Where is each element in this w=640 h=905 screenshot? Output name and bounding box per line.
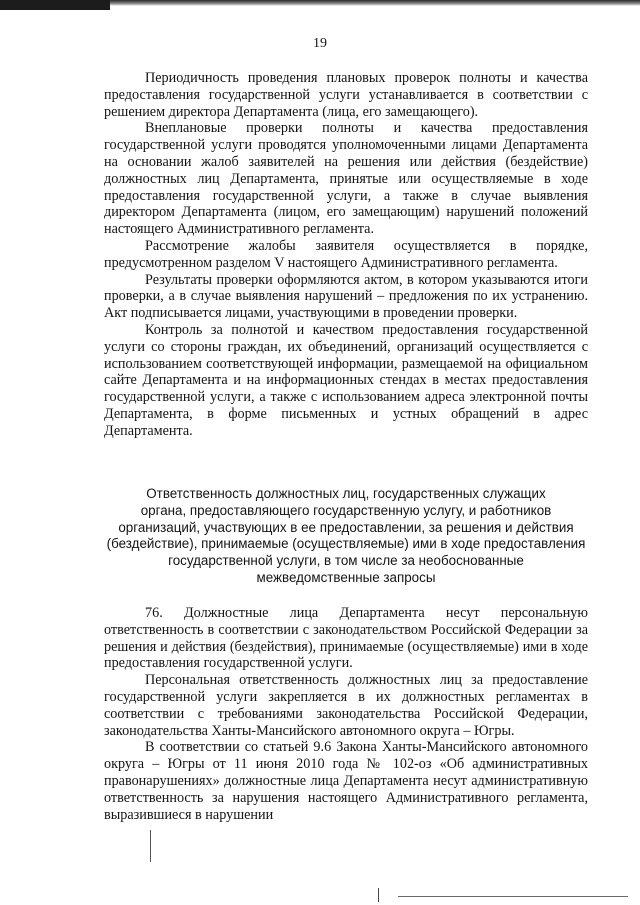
body-text-section-2 xyxy=(104,605,588,823)
scan-stray-mark xyxy=(150,830,151,862)
heading-line: государственной услуги, в том числе за необоснованные xyxy=(168,553,524,569)
scan-corner-artifact xyxy=(0,0,110,10)
scan-bottom-line xyxy=(398,896,628,897)
paragraph: Периодичность проведения плановых проверок полноты и качества предоставления государственной услуги устанавливается в соответствии с решением директора Департамента (лица, его замещающего). xyxy=(104,70,588,120)
heading-line: Ответственность должностных лиц, государственных служащих xyxy=(146,486,546,501)
heading-line: (бездействие), принимаемые (осуществляемые) ими в ходе предоставления xyxy=(106,536,586,552)
heading-line: организаций, участвующих в ее предоставлении, за решения и действия xyxy=(118,519,574,535)
paragraph: Рассмотрение жалобы заявителя осуществляется в порядке, предусмотренном разделом V настоящего Административного регламента. xyxy=(104,237,588,271)
paragraph: 76. Должностные лица Департамента несут персональную ответственность в соответствии с законодательством Российской Федерации за решения и действия (бездействия), принимаемые (осуществляемые) ими в ходе предоставления государственной услуги. xyxy=(104,605,588,672)
paragraph: Контроль за полнотой и качеством предоставления государственной услуги со стороны граждан, их объединений, организаций осуществляется с использованием соответствующей информации, размещаемой на официальном сайте Департамента и на информационных стендах в местах предоставления государственной услуги, а также с использованием адреса электронной почты Департамента, в форме письменных и устных обращений в адрес Департамента. xyxy=(104,321,588,439)
paragraph: В соответствии со статьей 9.6 Закона Ханты-Мансийского автономного округа – Югры от 11 июня 2010 года № 102-оз «Об административных правонарушениях» должностные лица Департамента несут административную ответственность за нарушения настоящего Административного регламента, выразившиеся в нарушении xyxy=(104,739,588,823)
body-text-section-1 xyxy=(104,70,588,440)
heading-line: межведомственные запросы xyxy=(256,569,436,585)
scan-bottom-mark xyxy=(378,888,379,902)
section-heading xyxy=(104,486,588,587)
paragraph: Внеплановые проверки полноты и качества предоставления государственной услуги проводятся уполномоченными лицами Департамента на основании жалоб заявителей на решения или действия (бездействие) должностных лиц Департамента, принятые или осуществляемые в ходе предоставления государственной услуги, а также в случае выявления директором Департамента (лицом, его замещающим) нарушений положений настоящего Административного регламента. xyxy=(104,120,588,238)
paragraph: Персональная ответственность должностных лиц за предоставление государственной услуги закрепляется в их должностных регламентах в соответствии с требованиями законодательства Российской Федерации, законодательства Ханты-Мансийского автономного округа – Югры. xyxy=(104,672,588,739)
paragraph: Результаты проверки оформляются актом, в котором указываются итоги проверки, а в случае выявления нарушений – предложения по их устранению. Акт подписывается лицами, участвующими в проведении проверки. xyxy=(104,271,588,322)
page-number: 19 xyxy=(313,36,327,51)
heading-line: органа, предоставляющего государственную услугу, и работников xyxy=(140,502,552,518)
